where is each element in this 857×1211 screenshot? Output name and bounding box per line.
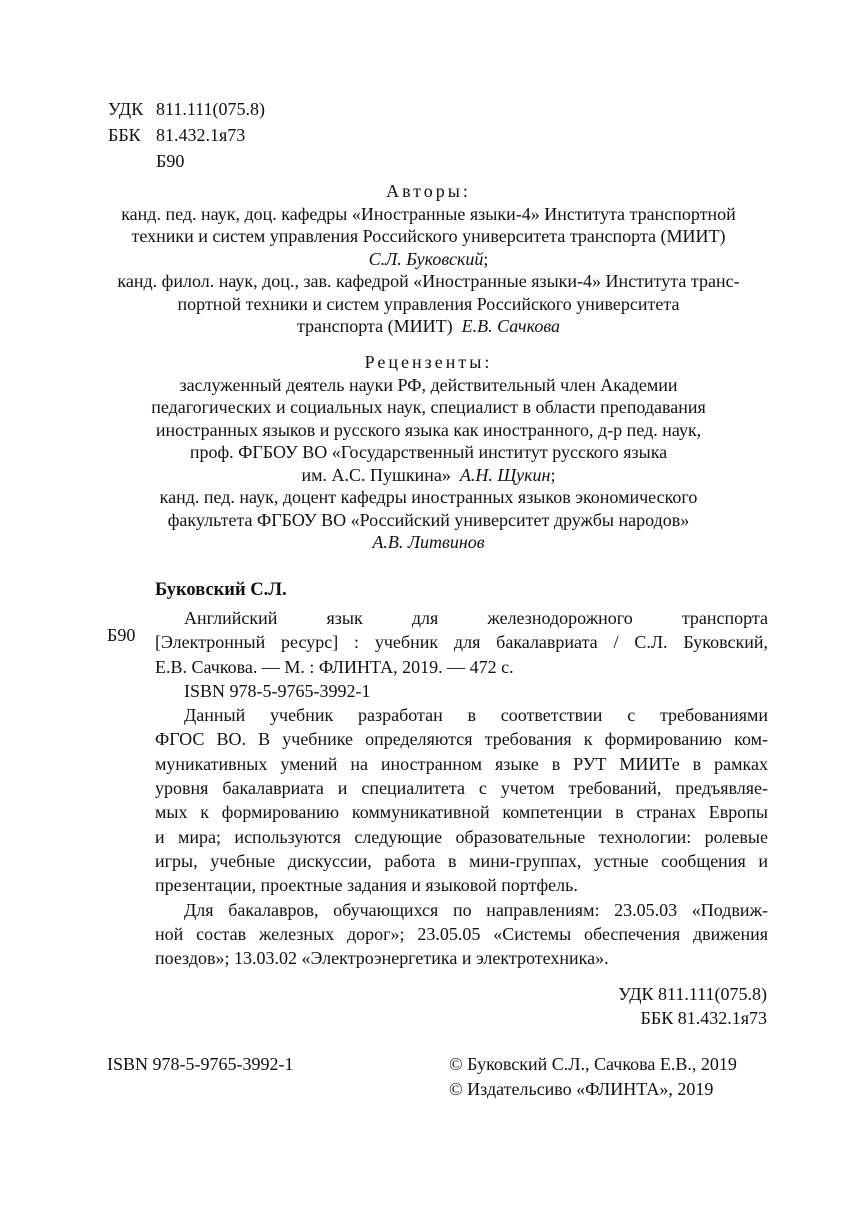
reviewers-block: [100, 351, 757, 554]
reviewers-line: канд. пед. наук, доцент кафедры иностранных языков экономического: [159, 487, 698, 507]
reviewers-line: заслуженный деятель науки РФ, действительный член Академии: [179, 374, 678, 395]
record-title-line: Е.В. Сачкова. — М. : ФЛИНТА, 2019. — 472 с.: [155, 656, 514, 677]
copyright-publisher: © Издательсиво «ФЛИНТА», 2019: [449, 1079, 714, 1099]
bbk-label: ББК: [108, 125, 141, 145]
udk-label: УДК: [108, 99, 144, 119]
audience-line: поездов»; 13.03.02 «Электроэнергетика и электротехника».: [155, 948, 609, 969]
bbk-code-bottom: ББК 81.432.1я73: [640, 1008, 767, 1028]
authors-line: транспорта (МИИТ) Е.В. Сачкова: [296, 316, 561, 336]
bbk-value: 81.432.1я73: [156, 125, 246, 145]
authors-line: С.Л. Буковский;: [368, 248, 489, 269]
author-name-1: С.Л. Буковский: [368, 248, 484, 269]
footer-isbn: ISBN 978-5-9765-3992-1: [107, 1054, 294, 1074]
abstract-line: уровня бакалавриата и специалитета с учетом требований, предъявляе-: [155, 778, 768, 799]
abstract-line: ФГОС ВО. В учебнике определяются требования к формированию ком-: [155, 729, 768, 750]
reviewers-line: факультета ФГБОУ ВО «Российский университет дружбы народов»: [167, 509, 690, 530]
reviewers-line: [100, 531, 757, 554]
audience-line: Для бакалавров, обучающихся по направлениям: 23.05.03 «Подвиж-: [184, 899, 768, 920]
authors-line: канд. филол. наук, доц., зав. кафедрой «Иностранные языки-4» Института транс-: [117, 271, 740, 291]
reviewers-heading: Рецензенты:: [364, 352, 493, 372]
authors-line: техники и систем управления Российского университета транспорта (МИИТ): [131, 226, 726, 246]
authors-block: [100, 180, 757, 338]
record-side-code: Б90: [107, 625, 136, 645]
reviewer-name-2: А.В. Литвинов: [372, 532, 485, 552]
authors-heading: Авторы:: [386, 181, 471, 201]
abstract-line: муникативных умений на иностранном языке в РУТ МИИТе в рамках: [155, 753, 768, 774]
authors-line: канд. пед. наук, доц. кафедры «Иностранные языки-4» Института транспортной: [121, 203, 736, 224]
abstract-line: Данный учебник разработан в соответствии с требованиями: [184, 705, 768, 726]
author-code-top: Б90: [156, 151, 185, 171]
reviewers-line: проф. ФГБОУ ВО «Государственный институт русского языка: [189, 442, 668, 462]
record-author: Буковский С.Л.: [155, 580, 287, 600]
udk-value: 811.111(075.8): [156, 99, 265, 119]
udk-code-bottom: УДК 811.111(075.8): [618, 984, 767, 1004]
record-title-line: [Электронный ресурс] : учебник для бакалавриата / С.Л. Буковский,: [155, 632, 768, 653]
reviewers-line: им. А.С. Пушкина» А.Н. Щукин;: [301, 464, 556, 485]
reviewers-line: иностранных языков и русского языка как иностранного, д-р пед. наук,: [155, 419, 702, 440]
audience-line: ной состав железных дорог»; 23.05.05 «Системы обеспечения движения: [155, 923, 768, 944]
bibliographic-record: [155, 606, 768, 970]
reviewer-name-1: А.Н. Щукин: [459, 464, 551, 485]
copyright-authors: © Буковский С.Л., Сачкова Е.В., 2019: [449, 1054, 737, 1074]
reviewers-line: педагогических и социальных наук, специалист в области преподавания: [151, 397, 706, 417]
bbk-code-top: [108, 123, 245, 147]
author-name-2: Е.В. Сачкова: [461, 316, 561, 336]
abstract-line: мых к формированию коммуникативной компетенции в странах Европы: [155, 802, 768, 823]
abstract-line: презентации, проектные задания и языковой портфель.: [155, 875, 578, 896]
record-isbn: ISBN 978-5-9765-3992-1: [184, 680, 371, 701]
udk-code-top: [108, 97, 265, 121]
record-title-line: Английский язык для железнодорожного транспорта: [184, 608, 768, 628]
abstract-line: и мира; используются следующие образовательные технологии: ролевые: [155, 826, 768, 847]
abstract-line: игры, учебные дискуссии, работа в мини-группах, устные сообщения и: [155, 850, 768, 871]
authors-line: портной техники и систем управления Российского университета: [177, 293, 680, 314]
